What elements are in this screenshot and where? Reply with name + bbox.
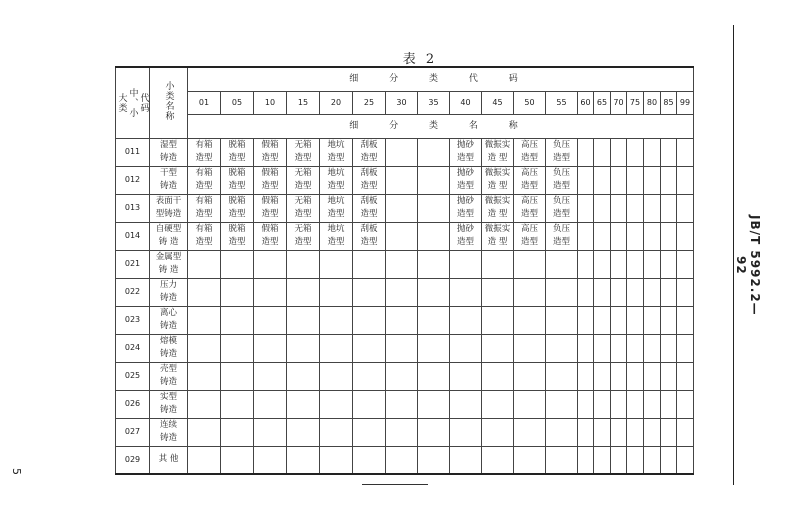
code-header-cell: 15 [287,91,320,114]
table-cell [644,362,661,390]
table-cell [627,278,644,306]
table-cell [386,166,418,194]
table-cell [644,166,661,194]
table-cell [594,334,611,362]
table-cell [188,334,221,362]
table-cell: 无箱 造型 [287,222,320,250]
row-code: 013 [116,194,150,222]
row-code: 012 [116,166,150,194]
table-cell: 高压 造型 [514,194,546,222]
table-cell [287,446,320,474]
table-cell: 负压 造型 [546,138,578,166]
table-cell [221,362,254,390]
table-cell [254,446,287,474]
row-name: 湿型 铸造 [150,138,188,166]
row-code: 025 [116,362,150,390]
table-cell [578,138,594,166]
table-cell: 假箱 造型 [254,166,287,194]
table-cell [450,334,482,362]
table-cell [514,390,546,418]
table-cell [418,446,450,474]
table-cell [661,306,677,334]
table-cell [353,446,386,474]
code-row [116,91,694,114]
table-row [116,446,694,474]
table-cell [221,446,254,474]
table-cell: 假箱 造型 [254,194,287,222]
table-cell [627,222,644,250]
code-header-cell: 30 [386,91,418,114]
table-cell [661,194,677,222]
table-cell [661,390,677,418]
table-cell [418,138,450,166]
table-cell [450,418,482,446]
table-cell [320,390,353,418]
corner-label: 代码 [138,92,149,113]
subdivision-name-header: 细 分 类 名 称 [188,114,694,138]
table-cell [578,334,594,362]
table-cell [546,418,578,446]
table-cell [514,250,546,278]
table-cell: 脱箱 造型 [221,138,254,166]
code-header-cell: 55 [546,91,578,114]
table-cell [661,446,677,474]
table-cell [627,390,644,418]
table-cell: 地坑 造型 [320,138,353,166]
table-cell [353,362,386,390]
table-cell [254,306,287,334]
table-cell [188,250,221,278]
table-cell [611,446,627,474]
table-cell [627,334,644,362]
table-cell [386,138,418,166]
row-name: 离心 铸造 [150,306,188,334]
table-cell [221,334,254,362]
table-cell [546,278,578,306]
table-cell [254,334,287,362]
table-cell [188,418,221,446]
table-cell [320,250,353,278]
table-cell [546,306,578,334]
table-cell [546,362,578,390]
table-cell: 高压 造型 [514,222,546,250]
table-cell [546,446,578,474]
table-row [116,166,694,194]
code-header-cell: 01 [188,91,221,114]
table-cell [482,334,514,362]
bottom-rule [362,484,428,485]
table-cell [482,362,514,390]
table-cell [514,446,546,474]
table-cell [578,418,594,446]
table-cell: 高压 造型 [514,166,546,194]
table-cell [578,278,594,306]
table-cell [386,222,418,250]
table-cell [677,250,694,278]
table-title: 表 2 [402,52,438,67]
table-cell: 有箱 造型 [188,166,221,194]
table-cell [287,306,320,334]
table-cell [627,194,644,222]
table-cell [644,194,661,222]
table-cell [661,166,677,194]
table-cell [287,250,320,278]
row-name: 自硬型 铸 造 [150,222,188,250]
row-name: 金属型 铸 造 [150,250,188,278]
table-cell [677,138,694,166]
table-cell [594,194,611,222]
table-cell [594,390,611,418]
table-cell [594,166,611,194]
table-cell [578,222,594,250]
table-cell [418,306,450,334]
table-cell [611,194,627,222]
table-cell: 地坑 造型 [320,166,353,194]
code-header-cell: 35 [418,91,450,114]
table-row [116,390,694,418]
table-cell [221,390,254,418]
table-cell [418,418,450,446]
table-cell [386,278,418,306]
table-cell [594,446,611,474]
table-cell [221,278,254,306]
table-cell [386,194,418,222]
table-cell [546,250,578,278]
header-row [116,67,694,91]
standard-code: JB/T 5992.2—92 [734,214,762,316]
table-cell [661,362,677,390]
table-cell [188,390,221,418]
table-cell [386,250,418,278]
table-cell [287,362,320,390]
table-cell: 微振实 造 型 [482,138,514,166]
table-cell [418,334,450,362]
table-cell [644,418,661,446]
table-cell [188,306,221,334]
table-cell: 刮板 造型 [353,166,386,194]
table-cell [188,362,221,390]
table-cell [482,306,514,334]
table-cell [450,446,482,474]
table-cell [594,278,611,306]
table-cell: 刮板 造型 [353,138,386,166]
table-cell [514,278,546,306]
table-cell [611,250,627,278]
row-code: 014 [116,222,150,250]
table-cell [188,446,221,474]
table-cell [254,250,287,278]
row-name: 连续 铸造 [150,418,188,446]
code-header-cell: 25 [353,91,386,114]
table-cell [677,306,694,334]
table-cell [611,418,627,446]
table-cell [644,446,661,474]
table-cell [627,446,644,474]
table-cell [677,446,694,474]
table-cell: 地坑 造型 [320,222,353,250]
table-cell [221,418,254,446]
table-cell [627,250,644,278]
table-cell: 高压 造型 [514,138,546,166]
table-cell [677,390,694,418]
table-cell [287,334,320,362]
subclass-name-header [150,67,188,138]
table-cell [353,278,386,306]
table-cell [353,334,386,362]
table-cell [594,306,611,334]
table-cell [386,334,418,362]
table-cell: 微振实 造 型 [482,194,514,222]
code-header-cell: 05 [221,91,254,114]
table-cell: 负压 造型 [546,194,578,222]
table-cell [287,418,320,446]
table-row [116,418,694,446]
table-cell [627,418,644,446]
corner-label: 中、小 [127,87,138,118]
name-header-row [116,114,694,138]
table-cell [611,390,627,418]
table-cell [677,166,694,194]
table-cell [386,390,418,418]
corner-label: 大类 [116,92,127,113]
table-cell [320,362,353,390]
table-cell [514,306,546,334]
table-cell [450,278,482,306]
table-cell [254,362,287,390]
table-cell [677,194,694,222]
table-cell [254,390,287,418]
page-number: 5 [10,468,23,475]
table-cell [578,446,594,474]
table-cell [514,418,546,446]
table-row [116,306,694,334]
code-header-cell: 65 [594,91,611,114]
table-cell [254,278,287,306]
table-row [116,362,694,390]
table-cell [661,334,677,362]
table-cell [644,278,661,306]
table-cell: 负压 造型 [546,222,578,250]
code-header-cell: 60 [578,91,594,114]
code-header-cell: 70 [611,91,627,114]
table-cell [320,306,353,334]
table-cell [386,446,418,474]
table-cell [386,306,418,334]
table-cell [627,166,644,194]
table-cell [611,138,627,166]
table-cell [418,222,450,250]
table-cell [677,278,694,306]
table-cell [644,222,661,250]
table-cell: 无箱 造型 [287,166,320,194]
table-cell [611,222,627,250]
table-row [116,278,694,306]
table-cell: 有箱 造型 [188,222,221,250]
table-cell [644,390,661,418]
table-cell [546,390,578,418]
table-row [116,222,694,250]
table-cell: 脱箱 造型 [221,194,254,222]
table-cell [627,138,644,166]
table-row [116,334,694,362]
table-cell [611,278,627,306]
table-cell [482,278,514,306]
table-cell: 微振实 造 型 [482,166,514,194]
table-row [116,250,694,278]
table-cell [221,306,254,334]
code-header-cell: 50 [514,91,546,114]
row-code: 022 [116,278,150,306]
table-cell [482,390,514,418]
table-cell [661,250,677,278]
table-cell [386,418,418,446]
table-cell [611,306,627,334]
table-cell [611,334,627,362]
table-cell [594,362,611,390]
table-cell: 假箱 造型 [254,138,287,166]
table-cell [418,278,450,306]
table-cell [644,334,661,362]
table-cell [594,138,611,166]
table-cell [418,250,450,278]
table-cell: 刮板 造型 [353,194,386,222]
table-cell: 有箱 造型 [188,138,221,166]
table-cell [611,362,627,390]
table-cell: 脱箱 造型 [221,166,254,194]
row-code: 011 [116,138,150,166]
table-cell [287,278,320,306]
row-code: 024 [116,334,150,362]
table-cell [418,390,450,418]
table-cell [482,418,514,446]
table-cell [644,250,661,278]
table-cell [578,362,594,390]
code-header-cell: 85 [661,91,677,114]
table-cell [287,390,320,418]
table-cell [661,278,677,306]
table-cell [418,362,450,390]
table-cell [661,222,677,250]
row-name: 表面干 型铸造 [150,194,188,222]
table-row [116,194,694,222]
table-cell [677,222,694,250]
table-cell: 负压 造型 [546,166,578,194]
row-code: 021 [116,250,150,278]
table-cell [450,362,482,390]
table-cell [578,306,594,334]
row-code: 029 [116,446,150,474]
table-cell: 抛砂 造型 [450,194,482,222]
row-code: 023 [116,306,150,334]
table-cell [450,390,482,418]
row-name: 干型 铸造 [150,166,188,194]
table-cell [627,306,644,334]
table-cell [677,362,694,390]
table-cell [661,138,677,166]
table-cell [353,250,386,278]
code-header-cell: 80 [644,91,661,114]
table-cell [482,446,514,474]
table-cell [353,418,386,446]
subclass-name-label: 小类名称 [163,80,174,121]
table-cell: 地坑 造型 [320,194,353,222]
code-header-cell: 75 [627,91,644,114]
row-name: 实型 铸造 [150,390,188,418]
table-cell: 刮板 造型 [353,222,386,250]
table-cell [578,250,594,278]
classification-table [115,66,694,475]
table-cell [450,306,482,334]
table-cell [320,418,353,446]
table-cell [546,334,578,362]
table-cell [578,390,594,418]
code-header-cell: 40 [450,91,482,114]
table-cell [514,362,546,390]
table-cell [320,334,353,362]
table-cell [188,278,221,306]
subdivision-code-header: 细 分 类 代 码 [188,67,694,91]
table-cell [386,362,418,390]
code-header-cell: 20 [320,91,353,114]
code-header-cell: 99 [677,91,694,114]
corner-header [116,67,150,138]
table-cell: 微振实 造 型 [482,222,514,250]
row-name: 壳型 铸造 [150,362,188,390]
table-cell [594,418,611,446]
code-header-cell: 45 [482,91,514,114]
table-cell [353,306,386,334]
row-name: 熔模 铸造 [150,334,188,362]
table-cell [320,446,353,474]
table-cell [627,362,644,390]
table-cell [320,278,353,306]
table-cell [254,418,287,446]
table-cell: 脱箱 造型 [221,222,254,250]
table-cell [418,194,450,222]
table-cell [661,418,677,446]
table-cell [353,390,386,418]
row-code: 027 [116,418,150,446]
table-cell [482,250,514,278]
table-cell [677,418,694,446]
table-cell: 抛砂 造型 [450,138,482,166]
table-cell [594,250,611,278]
row-name: 其 他 [150,446,188,474]
table-cell: 抛砂 造型 [450,222,482,250]
table-cell: 有箱 造型 [188,194,221,222]
table-cell [221,250,254,278]
table-cell: 无箱 造型 [287,194,320,222]
table-cell: 抛砂 造型 [450,166,482,194]
table-cell: 假箱 造型 [254,222,287,250]
table-cell [644,306,661,334]
table-cell [644,138,661,166]
row-name: 压力 铸造 [150,278,188,306]
table-cell [514,334,546,362]
table-cell [594,222,611,250]
table-cell [450,250,482,278]
table-cell [611,166,627,194]
table-cell: 无箱 造型 [287,138,320,166]
code-header-cell: 10 [254,91,287,114]
table-cell [677,334,694,362]
table-cell [418,166,450,194]
table-row [116,138,694,166]
table-cell [578,166,594,194]
table-cell [578,194,594,222]
row-code: 026 [116,390,150,418]
